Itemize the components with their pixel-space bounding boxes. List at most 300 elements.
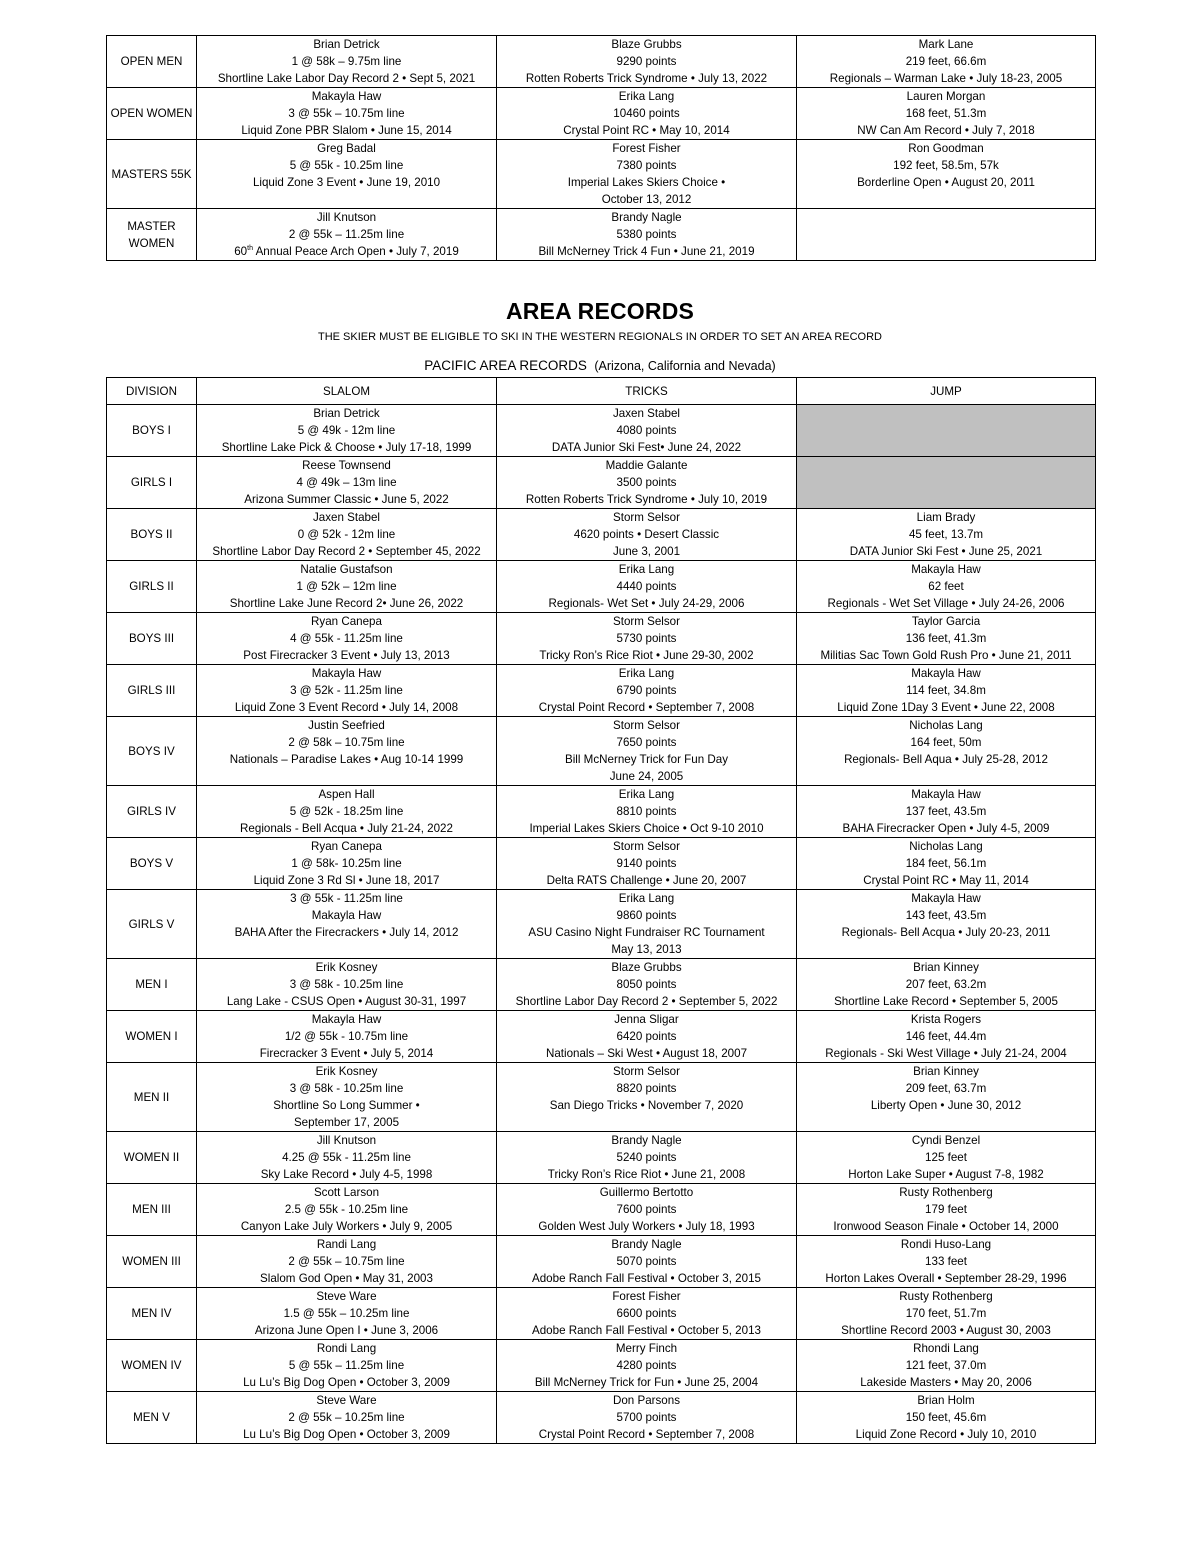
slalom-cell [197, 665, 497, 717]
record-holder: Blaze Grubbs [611, 961, 682, 974]
record-holder: Makayla Haw [911, 788, 981, 801]
column-header-slalom: SLALOM [197, 378, 497, 405]
record-detail: 9140 points [616, 857, 677, 870]
record-detail: Bill McNerney Trick 4 Fun • June 21, 2019 [538, 245, 755, 258]
record-detail: Lu Lu’s Big Dog Open • October 3, 2009 [243, 1376, 450, 1389]
record-detail: 1 @ 58k- 10.25m line [291, 857, 402, 870]
record-detail: San Diego Tricks • November 7, 2020 [549, 1099, 744, 1112]
record-holder: Rusty Rothenberg [899, 1290, 993, 1303]
record-detail: 5240 points [616, 1151, 677, 1164]
table-row [107, 838, 1096, 890]
record-holder: Erik Kosney [315, 1065, 378, 1078]
record-holder: Greg Badal [317, 142, 376, 155]
division-label: MEN III [132, 1203, 171, 1216]
slalom-cell [197, 1392, 497, 1444]
record-detail: 3 @ 58k - 10.25m line [289, 1082, 404, 1095]
record-detail: Adobe Ranch Fall Festival • October 3, 2015 [532, 1272, 761, 1285]
record-holder: Storm Selsor [612, 840, 680, 853]
tricks-cell [497, 88, 797, 140]
division-cell [107, 509, 197, 561]
record-detail: Shortline Lake Labor Day Record 2 • Sept 5, 2021 [217, 72, 476, 85]
division-cell [107, 959, 197, 1011]
division-label: BOYS V [129, 857, 174, 870]
slalom-cell [197, 1236, 497, 1288]
record-detail: 6420 points [616, 1030, 677, 1043]
record-detail: Regionals - Bell Acqua • July 21-24, 2022 [240, 822, 453, 835]
record-detail: Lakeside Masters • May 20, 2006 [860, 1376, 1032, 1389]
record-detail: Crystal Point RC • May 11, 2014 [863, 874, 1029, 887]
slalom-cell [197, 1340, 497, 1392]
slalom-cell [197, 890, 497, 959]
record-detail: Nationals – Ski West • August 18, 2007 [545, 1047, 748, 1060]
tricks-cell [497, 140, 797, 209]
record-holder: Ron Goodman [908, 142, 984, 155]
record-holder: Aspen Hall [318, 788, 375, 801]
division-label: OPEN WOMEN [110, 107, 193, 120]
jump-cell [797, 1063, 1096, 1132]
slalom-cell [197, 509, 497, 561]
record-detail: Shortline Lake Pick & Choose • July 17-18, 1999 [221, 441, 472, 454]
record-detail: Shortline So Long Summer • [273, 1099, 420, 1112]
record-detail: 5070 points [616, 1255, 677, 1268]
division-cell [107, 1063, 197, 1132]
division-cell [107, 405, 197, 457]
division-label: BOYS I [132, 424, 171, 437]
jump-cell [797, 561, 1096, 613]
table-row [107, 1132, 1096, 1184]
record-detail: Post Firecracker 3 Event • July 13, 2013 [243, 649, 450, 662]
record-detail: Liquid Zone 3 Rd Sl • June 18, 2017 [253, 874, 440, 887]
eligibility-note: THE SKIER MUST BE ELIGIBLE TO SKI IN THE WESTERN REGIONALS IN ORDER TO SET AN AREA RECORD [318, 331, 882, 343]
record-holder: Lauren Morgan [906, 90, 986, 103]
record-holder: Erika Lang [618, 892, 675, 905]
open-masters-records-body [107, 36, 1096, 261]
division-cell [107, 1236, 197, 1288]
table-row [107, 959, 1096, 1011]
record-detail: 2 @ 55k – 10.75m line [288, 1255, 405, 1268]
division-label: MEN IV [131, 1307, 172, 1320]
record-detail: 170 feet, 51.7m [905, 1307, 987, 1320]
record-detail: Rotten Roberts Trick Syndrome • July 10, 2019 [525, 493, 768, 506]
division-cell [107, 1288, 197, 1340]
record-detail: Nationals – Paradise Lakes • Aug 10-14 1999 [229, 753, 464, 766]
division-cell [107, 786, 197, 838]
record-detail: 8810 points [616, 805, 677, 818]
record-holder: Ryan Canepa [311, 615, 382, 628]
record-holder: Makayla Haw [311, 90, 382, 103]
jump-cell [797, 509, 1096, 561]
record-detail: 1 @ 52k – 12m line [296, 580, 397, 593]
tricks-cell [497, 209, 797, 261]
record-detail: Regionals – Warman Lake • July 18-23, 2005 [829, 72, 1063, 85]
slalom-cell [197, 838, 497, 890]
record-detail: 164 feet, 50m [910, 736, 982, 749]
record-holder: Randi Lang [316, 1238, 377, 1251]
record-detail: 5 @ 49k - 12m line [297, 424, 396, 437]
record-holder: Taylor Garcia [911, 615, 981, 628]
slalom-cell [197, 1011, 497, 1063]
record-holder: Brandy Nagle [611, 1238, 682, 1251]
record-detail: 5 @ 55k – 11.25m line [288, 1359, 405, 1372]
record-detail: 5380 points [616, 228, 677, 241]
record-holder: Cyndi Benzel [911, 1134, 981, 1147]
record-detail: 143 feet, 43.5m [905, 909, 987, 922]
division-label: WOMEN I [125, 1030, 178, 1043]
record-detail: 4 @ 49k – 13m line [296, 476, 397, 489]
table-row [107, 88, 1096, 140]
jump-cell [797, 1392, 1096, 1444]
record-holder: Makayla Haw [311, 667, 382, 680]
division-label: BOYS II [130, 528, 173, 541]
table-row [107, 209, 1096, 261]
record-holder: Blaze Grubbs [611, 38, 682, 51]
record-detail: 136 feet, 41.3m [905, 632, 987, 645]
tricks-cell [497, 890, 797, 959]
record-detail: Golden West July Workers • July 18, 1993 [538, 1220, 755, 1233]
table-row [107, 509, 1096, 561]
record-holder: Brian Holm [917, 1394, 975, 1407]
record-detail: Liquid Zone Record • July 10, 2010 [855, 1428, 1037, 1441]
record-detail: 207 feet, 63.2m [905, 978, 987, 991]
record-detail: 125 feet [925, 1151, 967, 1164]
record-detail: 3 @ 58k - 10.25m line [289, 978, 404, 991]
record-holder: Rhondi Lang [913, 1342, 979, 1355]
division-label: WOMEN IV [121, 1359, 182, 1372]
record-detail: 146 feet, 44.4m [905, 1030, 987, 1043]
record-detail: DATA Junior Ski Fest• June 24, 2022 [551, 441, 742, 454]
record-detail: Regionals- Bell Aqua • July 25-28, 2012 [844, 753, 1048, 766]
record-detail: Regionals- Wet Set • July 24-29, 2006 [548, 597, 745, 610]
slalom-cell [197, 1063, 497, 1132]
division-label: GIRLS III [127, 684, 176, 697]
record-detail: Tricky Ron’s Rice Riot • June 21, 2008 [547, 1168, 746, 1181]
record-holder: Brian Kinney [913, 1065, 979, 1078]
record-detail: Crystal Point RC • May 10, 2014 [563, 124, 730, 137]
record-detail: Lang Lake - CSUS Open • August 30-31, 1997 [226, 995, 467, 1008]
record-detail: BAHA Firecracker Open • July 4-5, 2009 [842, 822, 1050, 835]
open-masters-records-table [106, 35, 1096, 261]
record-detail: Bill McNerney Trick for Fun • June 25, 2004 [534, 1376, 759, 1389]
division-label: MEN I [135, 978, 168, 991]
record-detail: 1 @ 58k – 9.75m line [291, 55, 402, 68]
division-cell [107, 140, 197, 209]
record-detail: 184 feet, 56.1m [905, 857, 987, 870]
jump-cell [797, 959, 1096, 1011]
record-holder: Brian Detrick [313, 38, 380, 51]
record-detail: October 13, 2012 [601, 193, 692, 206]
record-detail: 3 @ 55k – 10.75m line [288, 107, 405, 120]
division-label: MEN II [133, 1090, 170, 1104]
record-detail: Shortline Record 2003 • August 30, 2003 [841, 1324, 1051, 1337]
division-cell [107, 1184, 197, 1236]
division-label: MASTER [127, 219, 176, 233]
record-detail: 4.25 @ 55k - 11.25m line [282, 1151, 411, 1164]
record-detail: 0 @ 52k - 12m line [297, 528, 396, 541]
record-holder: Erika Lang [618, 563, 675, 576]
record-holder: Makayla Haw [911, 892, 981, 905]
record-detail: 1/2 @ 55k - 10.75m line [284, 1030, 409, 1043]
slalom-cell [197, 88, 497, 140]
tricks-cell [497, 457, 797, 509]
division-cell [107, 1132, 197, 1184]
division-label: MEN V [133, 1411, 170, 1424]
division-cell [107, 1340, 197, 1392]
tricks-cell [497, 1288, 797, 1340]
slalom-cell [197, 1132, 497, 1184]
jump-cell [797, 209, 1096, 261]
tricks-cell [497, 36, 797, 88]
record-holder: Brandy Nagle [611, 211, 682, 224]
column-header-division: DIVISION [107, 378, 197, 405]
division-cell [107, 890, 197, 959]
record-holder: Brian Detrick [313, 407, 380, 420]
jump-cell [797, 1236, 1096, 1288]
record-detail: 4080 points [616, 424, 677, 437]
record-holder: Don Parsons [612, 1394, 681, 1407]
record-detail: 4620 points • Desert Classic [573, 528, 720, 541]
division-cell [107, 665, 197, 717]
record-detail: Horton Lakes Overall • September 28-29, 1996 [825, 1272, 1067, 1285]
division-label: GIRLS IV [127, 805, 176, 818]
division-label: MASTERS 55K [111, 167, 192, 181]
slalom-cell [197, 717, 497, 786]
division-cell [107, 1011, 197, 1063]
record-detail: Liquid Zone 3 Event • June 19, 2010 [252, 176, 441, 189]
jump-cell [797, 1132, 1096, 1184]
record-detail: 9860 points [616, 909, 677, 922]
record-detail: 7650 points [616, 736, 677, 749]
record-holder: Nicholas Lang [909, 840, 983, 853]
pacific-area-records-table [106, 377, 1096, 1444]
record-holder: Erika Lang [618, 90, 675, 103]
record-detail: Makayla Haw [311, 909, 382, 922]
table-row [107, 665, 1096, 717]
record-holder: Merry Finch [615, 1342, 678, 1355]
record-detail: 3 @ 52k - 11.25m line [290, 684, 403, 697]
jump-cell [797, 88, 1096, 140]
division-cell [107, 209, 197, 261]
record-detail: 5700 points [616, 1411, 677, 1424]
record-detail: Imperial Lakes Skiers Choice • [567, 176, 726, 189]
table-row [107, 405, 1096, 457]
division-cell [107, 36, 197, 88]
record-holder: Justin Seefried [308, 719, 385, 732]
record-detail: 209 feet, 63.7m [905, 1082, 987, 1095]
tricks-cell [497, 405, 797, 457]
division-label: BOYS III [128, 632, 175, 645]
division-label: WOMEN II [123, 1151, 180, 1164]
record-detail: 7600 points [616, 1203, 677, 1216]
record-detail: 1.5 @ 55k – 10.25m line [283, 1307, 410, 1320]
record-holder: Maddie Galante [605, 459, 688, 472]
record-detail: 6790 points [616, 684, 677, 697]
jump-cell [797, 1288, 1096, 1340]
record-holder: Nicholas Lang [909, 719, 983, 732]
jump-cell [797, 1011, 1096, 1063]
record-detail: 62 feet [928, 580, 964, 593]
division-label: BOYS IV [128, 744, 175, 758]
table-row [107, 457, 1096, 509]
slalom-cell [197, 140, 497, 209]
slalom-cell [197, 36, 497, 88]
record-holder: Storm Selsor [612, 615, 680, 628]
record-holder: Storm Selsor [612, 511, 680, 524]
record-detail: Bill McNerney Trick for Fun Day [565, 753, 728, 766]
division-label: GIRLS I [130, 476, 173, 489]
record-detail: 219 feet, 66.6m [905, 55, 987, 68]
division-label: GIRLS II [129, 580, 174, 593]
table-header [107, 378, 1096, 405]
pacific-area-records-body [107, 405, 1096, 1444]
record-holder: Erika Lang [618, 667, 675, 680]
record-holder: Jill Knutson [316, 211, 377, 224]
record-holder: Storm Selsor [612, 719, 680, 732]
table-row [107, 1340, 1096, 1392]
record-detail: May 13, 2013 [611, 943, 682, 956]
record-detail: 192 feet, 58.5m, 57k [893, 159, 999, 172]
table-row [107, 613, 1096, 665]
record-detail: 179 feet [925, 1203, 967, 1216]
record-detail: 137 feet, 43.5m [905, 805, 987, 818]
record-holder: Makayla Haw [911, 667, 981, 680]
tricks-cell [497, 1063, 797, 1132]
table-row [107, 1236, 1096, 1288]
record-holder: Forest Fisher [612, 142, 681, 155]
table-row [107, 561, 1096, 613]
record-detail: Arizona June Open I • June 3, 2006 [254, 1324, 439, 1337]
tricks-cell [497, 561, 797, 613]
record-detail: Shortline Labor Day Record 2 • September 45, 2022 [212, 545, 481, 558]
table-row [107, 1011, 1096, 1063]
record-detail: 2 @ 55k – 10.25m line [288, 1411, 405, 1424]
record-detail: Canyon Lake July Workers • July 9, 2005 [240, 1220, 453, 1233]
record-detail: Shortline Lake Record • September 5, 2005 [834, 995, 1058, 1008]
division-cell [107, 561, 197, 613]
record-detail: 10460 points [613, 107, 680, 120]
table-row [107, 1288, 1096, 1340]
record-detail: Militias Sac Town Gold Rush Pro • June 21, 2011 [820, 649, 1072, 662]
record-detail: September 17, 2005 [293, 1116, 400, 1129]
pacific-area-title [0, 358, 1200, 373]
table-row [107, 1063, 1096, 1132]
record-detail: BAHA After the Firecrackers • July 14, 2012 [234, 926, 459, 939]
record-detail: Slalom God Open • May 31, 2003 [260, 1272, 433, 1285]
record-holder: Rondi Lang [316, 1342, 377, 1355]
record-detail: 8050 points [616, 978, 677, 991]
division-cell [107, 613, 197, 665]
record-detail: 5 @ 52k - 18.25m line [289, 805, 404, 818]
division-label: WOMEN III [122, 1255, 181, 1268]
tricks-cell [497, 1184, 797, 1236]
record-holder: Reese Townsend [302, 459, 391, 472]
record-detail: 3500 points [616, 476, 677, 489]
slalom-cell [197, 959, 497, 1011]
tricks-cell [497, 1340, 797, 1392]
record-detail: 2 @ 58k – 10.75m line [288, 736, 405, 749]
jump-cell [797, 1340, 1096, 1392]
tricks-cell [497, 509, 797, 561]
record-detail: 7380 points [616, 159, 677, 172]
tricks-cell [497, 613, 797, 665]
record-holder: Jenna Sligar [614, 1013, 679, 1026]
record-detail: Borderline Open • August 20, 2011 [857, 176, 1035, 189]
division-label: GIRLS V [128, 917, 175, 931]
record-detail: Adobe Ranch Fall Festival • October 5, 2013 [532, 1324, 761, 1337]
record-holder: Liam Brady [916, 511, 976, 524]
table-row [107, 717, 1096, 786]
jump-cell [797, 890, 1096, 959]
slalom-cell [197, 1288, 497, 1340]
record-detail: Regionals - Ski West Village • July 21-24, 2004 [825, 1047, 1067, 1060]
record-detail: 4 @ 55k - 11.25m line [290, 632, 403, 645]
table-row [107, 1392, 1096, 1444]
division-cell [107, 88, 197, 140]
jump-cell [797, 613, 1096, 665]
jump-cell [797, 665, 1096, 717]
record-detail: Imperial Lakes Skiers Choice • Oct 9-10 2010 [529, 822, 764, 835]
table-row [107, 890, 1096, 959]
record-detail: NW Can Am Record • July 7, 2018 [857, 124, 1035, 137]
record-detail: Arizona Summer Classic • June 5, 2022 [244, 493, 449, 506]
record-holder: Brandy Nagle [611, 1134, 682, 1147]
record-detail: Firecracker 3 Event • July 5, 2014 [259, 1047, 434, 1060]
record-detail: 45 feet, 13.7m [908, 528, 984, 541]
tricks-cell [497, 1011, 797, 1063]
record-holder: Erik Kosney [315, 961, 378, 974]
table-row [107, 786, 1096, 838]
record-holder: Rondi Huso-Lang [900, 1238, 992, 1251]
record-detail: 8820 points [616, 1082, 677, 1095]
record-detail: 121 feet, 37.0m [905, 1359, 987, 1372]
record-detail: Liquid Zone 3 Event Record • July 14, 2008 [234, 701, 459, 714]
record-holder: Makayla Haw [911, 563, 981, 576]
pacific-area-title-text: PACIFIC AREA RECORDS [424, 358, 587, 373]
record-detail: DATA Junior Ski Fest • June 25, 2021 [849, 545, 1043, 558]
division-cell [107, 838, 197, 890]
area-records-heading: AREA RECORDS [505, 298, 695, 324]
record-detail: 6600 points [616, 1307, 677, 1320]
record-detail: June 3, 2001 [612, 545, 681, 558]
tricks-cell [497, 717, 797, 786]
record-detail: Shortline Labor Day Record 2 • September 5, 2022 [515, 995, 778, 1008]
slalom-cell [197, 1184, 497, 1236]
record-detail: Horton Lake Super • August 7-8, 1982 [848, 1168, 1044, 1181]
record-holder: Jaxen Stabel [312, 511, 381, 524]
slalom-cell [197, 613, 497, 665]
division-cell [107, 1392, 197, 1444]
record-holder: Steve Ware [316, 1290, 377, 1303]
event-name: Annual Peace Arch Open • July 7, 2019 [255, 245, 459, 258]
tricks-cell [497, 838, 797, 890]
record-detail: 133 feet [925, 1255, 967, 1268]
event-ordinal-suffix: th [247, 245, 253, 253]
record-detail: Tricky Ron’s Rice Riot • June 29-30, 2002 [539, 649, 754, 662]
jump-cell [797, 786, 1096, 838]
tricks-cell [497, 1392, 797, 1444]
slalom-cell [197, 786, 497, 838]
record-detail: Shortline Lake June Record 2• June 26, 2022 [229, 597, 464, 610]
record-holder: Jill Knutson [316, 1134, 377, 1147]
record-holder: Forest Fisher [612, 1290, 681, 1303]
record-holder: Jaxen Stabel [612, 407, 681, 420]
record-detail: 5730 points [616, 632, 677, 645]
record-detail: 5 @ 55k - 10.25m line [289, 159, 404, 172]
table-row [107, 1184, 1096, 1236]
header-row [107, 378, 1096, 405]
record-holder: Brian Kinney [913, 961, 979, 974]
pacific-area-regions: (Arizona, California and Nevada) [594, 359, 776, 373]
record-detail: Regionals - Wet Set Village • July 24-26, 2006 [827, 597, 1065, 610]
